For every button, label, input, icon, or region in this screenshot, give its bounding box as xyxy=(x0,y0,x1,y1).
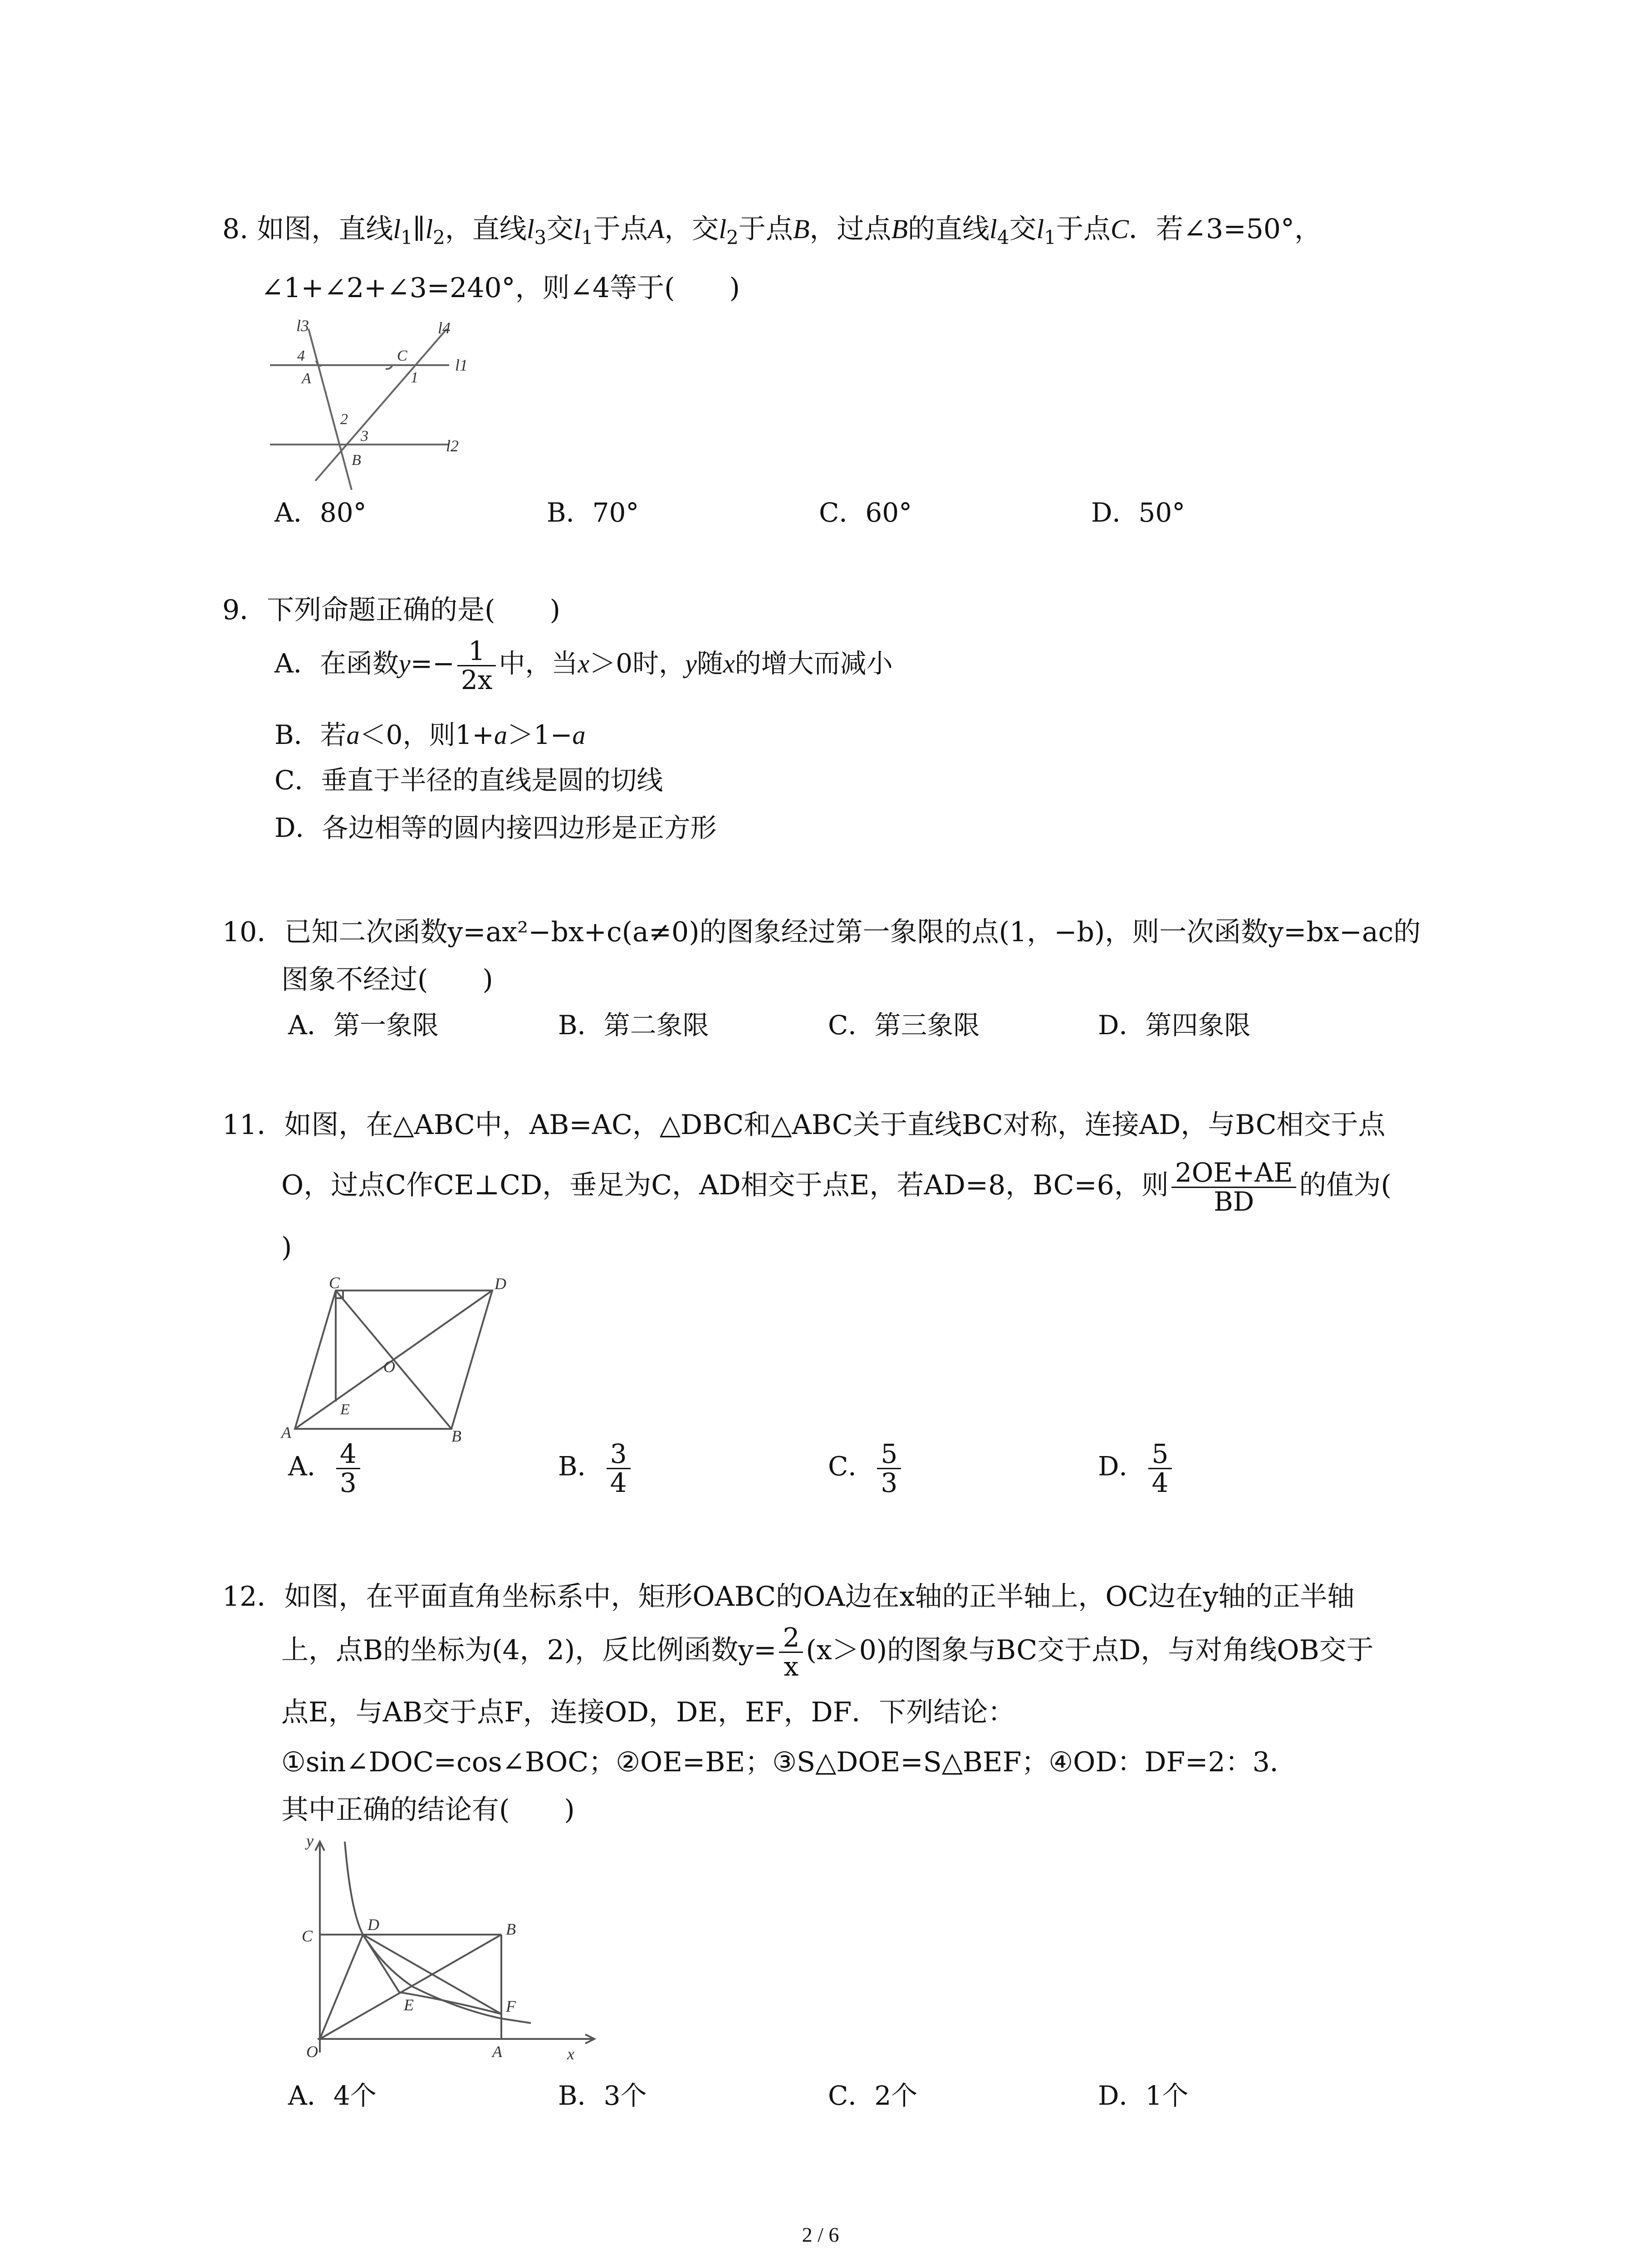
q10-option-b[interactable]: B．第二象限 xyxy=(558,1010,709,1041)
q12-line3: 点E，与AB交于点F，连接OD，DE，EF，DF．下列结论： xyxy=(281,1696,1015,1728)
q8-label-l1: l1 xyxy=(455,356,468,374)
q8-angle-2: 2 xyxy=(340,411,348,428)
q12-line1: 12．如图，在平面直角坐标系中，矩形OABC的OA边在x轴的正半轴上，OC边在y轴的正半轴 xyxy=(222,1581,1355,1613)
q10-line2: 图象不经过( ) xyxy=(281,964,493,996)
q8-line2: ∠1+∠2+∠3=240°，则∠4等于( ) xyxy=(261,272,740,304)
q12-point-C: C xyxy=(302,1927,313,1945)
q11-point-C: C xyxy=(329,1274,340,1292)
q9-fraction: $\frac{1}{2x}$ xyxy=(457,637,496,694)
q8-point-A: A xyxy=(302,370,311,387)
q12-point-A: A xyxy=(492,2043,502,2061)
q9-option-d[interactable]: D．各边相等的圆内接四边形是正方形 xyxy=(274,812,717,843)
q11-point-O: O xyxy=(383,1358,395,1376)
q11-point-A: A xyxy=(281,1423,291,1442)
q11-line3: ) xyxy=(281,1232,292,1263)
q8-option-a[interactable]: A．80° xyxy=(274,497,367,528)
q11-point-B: B xyxy=(451,1427,461,1445)
q8-line1: 8. 如图，直线$l_1\parallel l_2$，直线$l_3$交$l_1$于点A，交$l_2$于点B，过点B的直线$l_4$交$l_1$于点C．若∠3=50°， xyxy=(222,213,1322,249)
q10-option-a[interactable]: A．第一象限 xyxy=(288,1010,439,1041)
q12-axis-x: x xyxy=(567,2045,574,2063)
q12-point-F: F xyxy=(506,1997,516,2015)
q8-option-c[interactable]: C．60° xyxy=(819,497,912,528)
q12-option-b[interactable]: B．3个 xyxy=(558,2080,647,2111)
q8-point-B: B xyxy=(352,452,361,469)
q12-line2: 上，点B的坐标为(4，2)，反比例函数y= $\frac{2}{x}$ (x＞0)的图象与BC交于点D，与对角线OB交于 xyxy=(281,1622,1374,1682)
q11-option-a[interactable]: A． $\frac{4}{3}$ xyxy=(288,1440,363,1497)
q12-option-c[interactable]: C．2个 xyxy=(828,2080,918,2111)
q10-line1: 10．已知二次函数y=ax²−bx+c(a≠0)的图象经过第一象限的点(1，−b)，则一次函数y=bx−ac的 xyxy=(222,916,1421,948)
q12-point-E: E xyxy=(404,1996,414,2014)
q12-figure xyxy=(277,1833,603,2068)
q8-figure xyxy=(265,315,501,490)
q12-line5: 其中正确的结论有( ) xyxy=(281,1794,575,1826)
q11-figure xyxy=(277,1270,526,1452)
q8-angle-1: 1 xyxy=(411,369,418,386)
q12-option-a[interactable]: A．4个 xyxy=(288,2080,377,2111)
q8-angle-3: 3 xyxy=(361,428,368,445)
q8-point-C: C xyxy=(397,347,407,364)
q9-stem: 9．下列命题正确的是( ) xyxy=(222,594,560,626)
q11-point-D: D xyxy=(495,1275,506,1293)
q11-line1: 11．如图，在△ABC中，AB=AC，△DBC和△ABC关于直线BC对称，连接AD，与BC相交于点 xyxy=(222,1109,1386,1141)
q8-label-l3: l3 xyxy=(296,317,309,335)
q12-point-B: B xyxy=(506,1920,516,1938)
q11-fraction: $\frac{2OE+AE}{BD}$ xyxy=(1171,1159,1297,1216)
q11-option-b[interactable]: B． $\frac{3}{4}$ xyxy=(558,1440,633,1497)
q9-option-b[interactable]: B．若a＜0，则1+a＞1−a xyxy=(274,719,586,750)
q8-label-l2: l2 xyxy=(446,437,459,455)
q12-point-O: O xyxy=(306,2043,318,2061)
q8-option-b[interactable]: B．70° xyxy=(547,497,639,528)
q9-option-a[interactable]: A．在函数y=− $\frac{1}{2x}$ 中，当x＞0时，y随x的增大而减小 xyxy=(274,635,893,695)
q12-axis-y: y xyxy=(306,1833,314,1850)
q10-option-c[interactable]: C．第三象限 xyxy=(828,1010,980,1041)
q9-option-c[interactable]: C．垂直于半径的直线是圆的切线 xyxy=(274,765,663,796)
q11-option-d[interactable]: D． $\frac{5}{4}$ xyxy=(1098,1440,1175,1497)
q11-point-E: E xyxy=(340,1401,350,1418)
q10-option-d[interactable]: D．第四象限 xyxy=(1098,1010,1251,1041)
q12-option-d[interactable]: D．1个 xyxy=(1098,2080,1189,2111)
q12-line4: ①sin∠DOC=cos∠BOC；②OE=BE；③S△DOE=S△BEF；④OD：DF=2：3． xyxy=(281,1746,1297,1778)
q8-angle-4: 4 xyxy=(297,347,305,364)
q8-option-d[interactable]: D．50° xyxy=(1091,497,1185,528)
q11-line2: O，过点C作CE⊥CD，垂足为C，AD相交于点E，若AD=8，BC=6，则 $\frac{2OE+AE}{BD}$ 的值为( xyxy=(281,1157,1391,1217)
page-number: 2 / 6 xyxy=(802,2223,839,2246)
q12-point-D: D xyxy=(367,1916,379,1934)
q12-fraction: $\frac{2}{x}$ xyxy=(779,1624,803,1681)
q8-label-l4: l4 xyxy=(438,319,451,337)
q11-option-c[interactable]: C． $\frac{5}{3}$ xyxy=(828,1440,904,1497)
